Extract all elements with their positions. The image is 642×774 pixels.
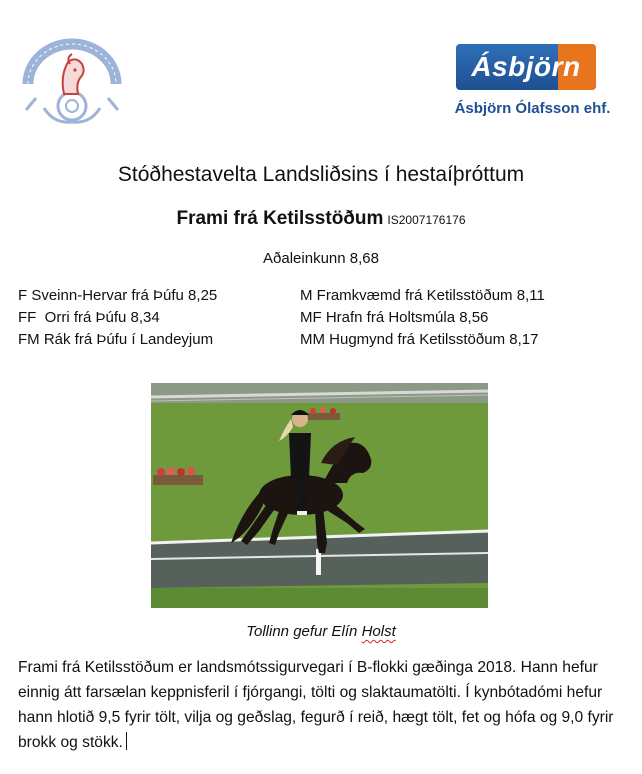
asbjorn-brand-box (456, 44, 596, 90)
main-score: Aðaleinkunn 8,68 (263, 250, 379, 267)
document-title: Stóðhestavelta Landsliðsins í hestaíþróttum (117, 163, 525, 186)
pedigree-sire-side (18, 285, 217, 351)
horse-name: Frami frá Ketilsstöðum (176, 208, 384, 229)
pedigree-line: M Framkvæmd frá Ketilsstöðum 8,11 (300, 287, 545, 304)
asbjorn-olafsson-logo (440, 40, 625, 126)
text-cursor (126, 732, 127, 750)
pedigree-line: MM Hugmynd frá Ketilsstöðum 8,17 (300, 331, 539, 348)
description-text: Frami frá Ketilsstöðum er landsmótssigurvegari í B-flokki gæðinga 2018. Hann hefur einnig átt farsælan keppnisferil í fjórgangi, tölti og slaktaumatölti. Í kynbótadómi hefur hann hlotið 9,5 fyrir tölt, vilja og geðslag, fegurð í reið, hægt tölt, fet og hófa og 9,0 fyrir brokk og stökk. (18, 659, 614, 751)
pedigree-dam-side (300, 285, 545, 351)
caption-spellcheck-word: Holst (361, 623, 396, 640)
asbjorn-brand-word: Ásbjörn (471, 51, 581, 82)
pedigree-line: F Sveinn-Hervar frá Þúfu 8,25 (18, 287, 218, 304)
pedigree-line: MF Hrafn frá Holtsmúla 8,56 (300, 309, 489, 326)
caption-text: Tollinn gefur Elín (246, 623, 362, 640)
asbjorn-company-name: Ásbjörn Ólafsson ehf. (454, 100, 611, 117)
lh-association-logo (14, 36, 130, 128)
pedigree-line: FM Rák frá Þúfu í Landeyjum (18, 331, 214, 348)
horse-heading (0, 208, 642, 230)
pedigree-line: FF Orri frá Þúfu 8,34 (18, 309, 160, 326)
registration-id: IS2007176176 (387, 213, 466, 227)
description-paragraph[interactable] (18, 655, 628, 755)
horse-photo (151, 383, 488, 608)
photo-caption (0, 623, 642, 640)
